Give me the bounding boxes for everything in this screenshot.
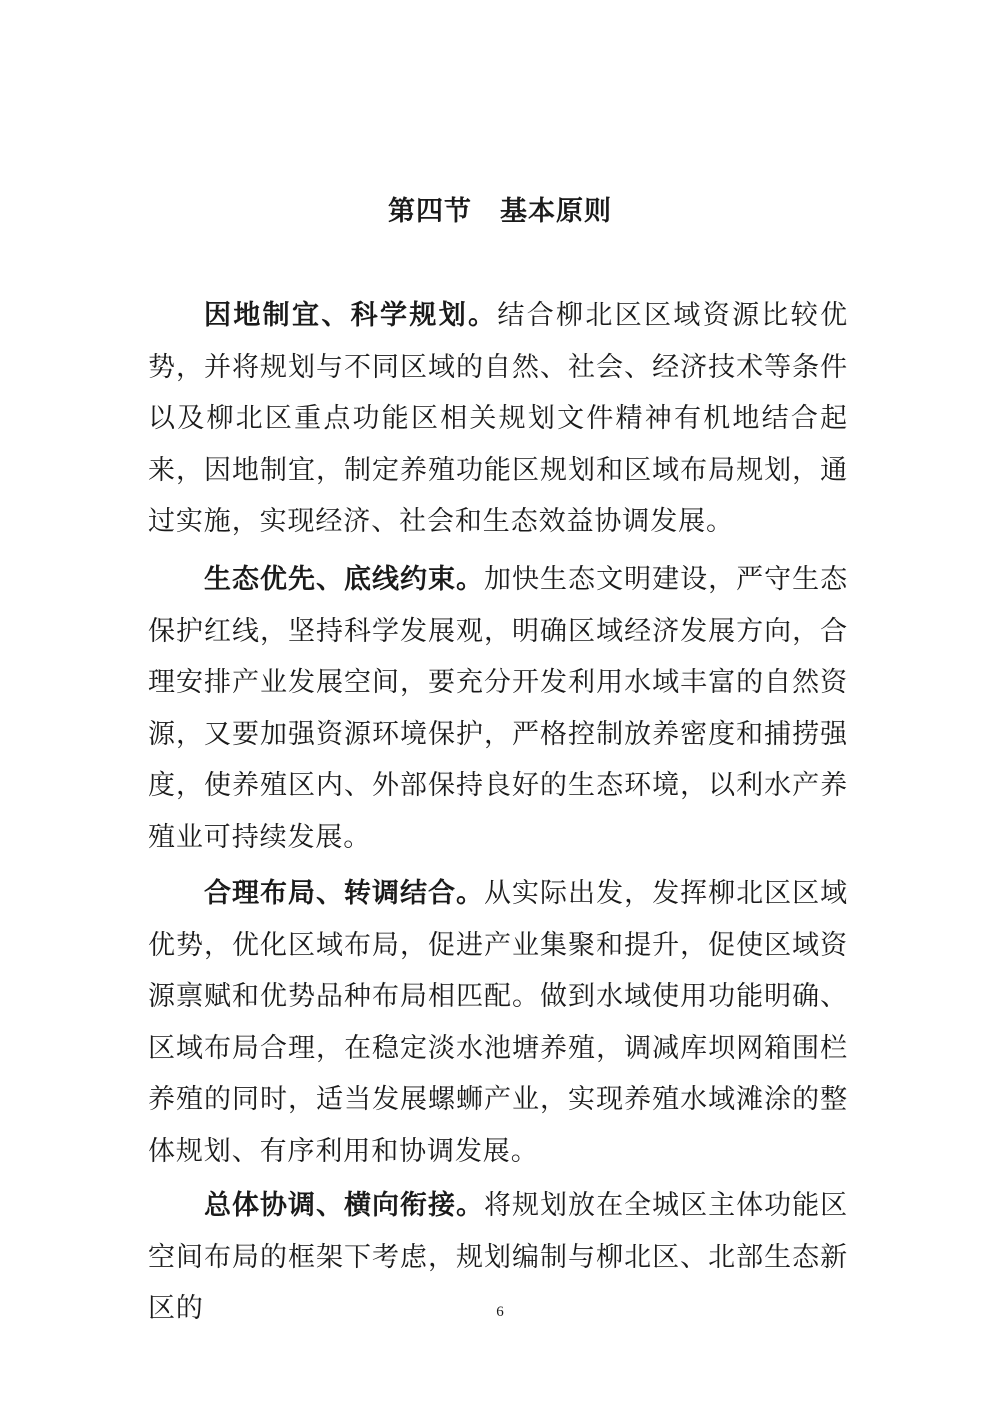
paragraph-lead: 生态优先、底线约束。 xyxy=(204,564,485,595)
section-title: 第四节 基本原则 xyxy=(388,196,612,227)
paragraph-body: 结合柳北区区域资源比较优势，并将规划与不同区域的自然、社会、经济技术等条件以及柳北区重点功能区相关规划文件精神有机地结合起来，因地制宜，制定养殖功能区规划和区域布局规划，通过实施，实现经济、社会和生态效益协调发展。 xyxy=(148,300,848,537)
paragraph-principle-1 xyxy=(148,290,848,548)
paragraph-principle-3 xyxy=(148,868,848,1177)
paragraph-principle-2 xyxy=(148,554,848,863)
page-number: 6 xyxy=(496,1304,504,1320)
paragraph-body: 加快生态文明建设，严守生态保护红线，坚持科学发展观，明确区域经济发展方向，合理安排产业发展空间，要充分开发利用水域丰富的自然资源，又要加强资源环境保护，严格控制放养密度和捕捞强度，使养殖区内、外部保持良好的生态环境，以利水产养殖业可持续发展。 xyxy=(148,564,848,853)
paragraph-body: 从实际出发，发挥柳北区区域优势，优化区域布局，促进产业集聚和提升，促使区域资源禀赋和优势品种布局相匹配。做到水域使用功能明确、区域布局合理，在稳定淡水池塘养殖，调减库坝网箱围栏养殖的同时，适当发展螺蛳产业，实现养殖水域滩涂的整体规划、有序利用和协调发展。 xyxy=(148,878,848,1167)
paragraph-body: 将规划放在全城区主体功能区空间布局的框架下考虑，规划编制与柳北区、北部生态新区的 xyxy=(148,1190,848,1324)
paragraph-lead: 总体协调、横向衔接。 xyxy=(204,1190,485,1221)
paragraph-lead: 因地制宜、科学规划。 xyxy=(204,300,498,331)
paragraph-lead: 合理布局、转调结合。 xyxy=(204,878,485,909)
